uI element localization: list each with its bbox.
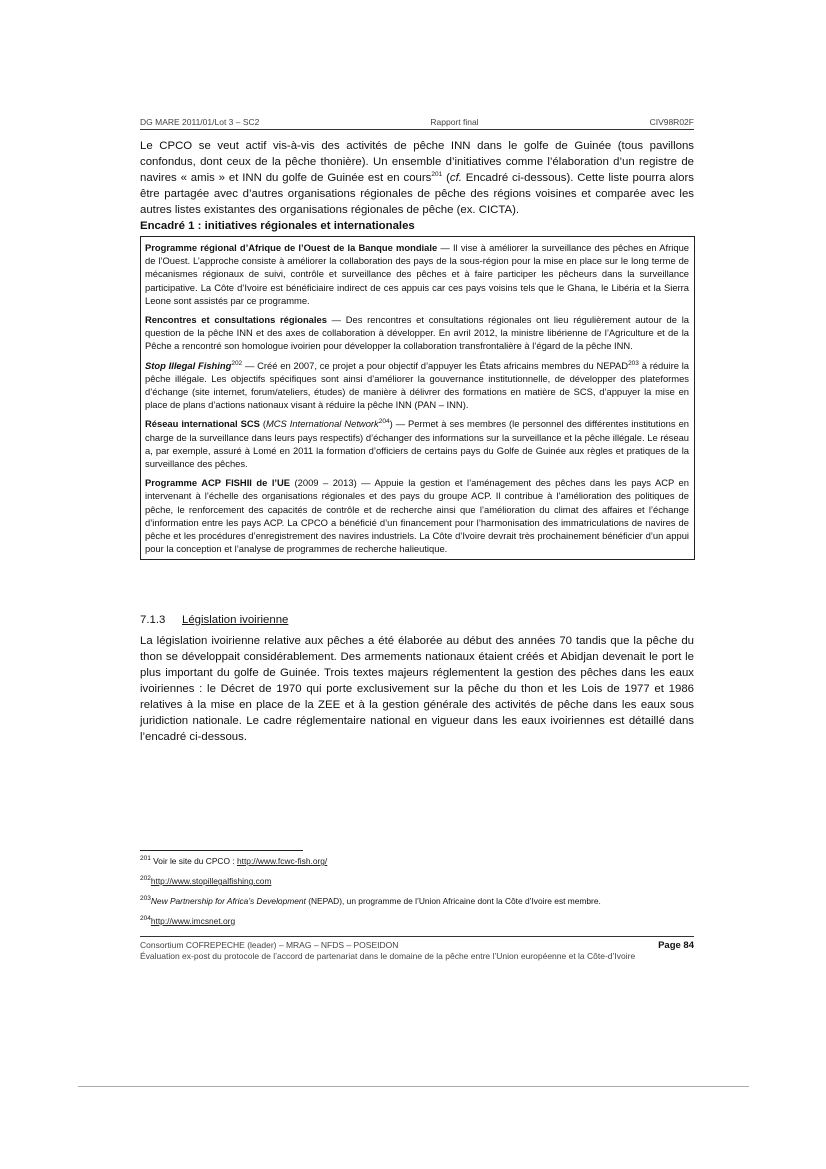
box-item-heading: Rencontres et consultations régionales — [145, 314, 327, 326]
footnote-number: 201 — [140, 855, 151, 863]
box-item-text: (2009 – 2013) — Appuie la gestion et l’aménagement des pêches dans les pays ACP en intervenant à l’échelle des organisations régionales et des pays du groupe ACP. Il contribue à l’amélioration des politiques de pêche, le renforcement des capacités de contrôle et de recherche ainsi que l’amélioration du climat des affaires et l’échange d’information entre les pays ACP. La CPCO a bénéficié d’un financement pour l’harmonisation des immatriculations de navires de pêche et les procédures d’enregistrement des navires industriels. La Côte d’Ivoire devrait très prochainement bénéficier d’un appui pour la conception et l’analyse de programmes de recherche halieutique. — [145, 477, 689, 555]
footnote-number: 204 — [140, 915, 151, 923]
footnote-italic: New Partnership for Africa’s Development — [150, 896, 306, 906]
box-item — [145, 476, 689, 555]
box-item — [145, 359, 689, 412]
footnote-link[interactable]: http://www.imcsnet.org — [150, 916, 236, 926]
section-heading — [140, 614, 288, 626]
section-number: 7.1.3 — [140, 614, 166, 626]
section-body: La législation ivoirienne relative aux pêches a été élaborée au début des années 70 tandis que la pêche du thon se développait considérablement. Des armements nationaux étaient créés et Abidjan devenait le port le plus important du golfe de Guinée. Trois textes majeurs réglementent la gestion des pêches dans les eaux ivoiriennes : le Décret de 1970 qui porte exclusivement sur la pêche du thon et les Lois de 1977 et 1986 relatives à la mise en place de la ZEE et à la gestion générale des activités de pêche dans les eaux sous juridiction nationale. Le cadre réglementaire national en vigueur dans les eaux ivoiriennes est détaillé dans l’encadré ci-dessous. — [140, 635, 694, 743]
intro-text-b: ( — [442, 172, 450, 184]
footnote-text: (NEPAD), un programme de l’Union Africaine dont la Côte d’Ivoire est membre. — [305, 896, 601, 906]
box-item-heading: Programme régional d’Afrique de l’Ouest de la Banque mondiale — [145, 242, 438, 253]
box-item-text: — Des rencontres et consultations régionales ont lieu régulièrement autour de la question de la pêche INN et des axes de collaboration à développer. En avril 2012, la ministre libérienne de l’Agriculture et de la Pêche a rencontré son homologue ivoirien pour développer la collaboration transfrontalière à l’égard de la pêche INN. — [145, 314, 689, 352]
initiatives-box — [140, 236, 695, 560]
footnote-ref-201[interactable]: 201 — [431, 171, 443, 179]
footnote-ref-202[interactable]: 202 — [231, 359, 243, 367]
footnote-number: 202 — [140, 875, 151, 883]
intro-paragraph — [140, 138, 694, 218]
page-footer — [140, 936, 694, 961]
box-item-text: à réduire la pêche illégale. Les objectifs spécifiques sont ainsi d’améliorer la gouvernance institutionnelle, de développer des plateformes d’échange (site internet, forum/ateliers, études) de manière à délivrer des formations en matière de SCS, d’appuyer la mise en place de plans d’actions nationaux visant à réduire la pêche INN (PAN – INN). — [145, 359, 689, 411]
box-item-text: — Créé en 2007, ce projet a pour objectif d’appuyer les États africains membres du NEPAD — [242, 359, 629, 371]
box-item — [145, 417, 689, 470]
header-left: DG MARE 2011/01/Lot 3 – SC2 — [140, 117, 260, 127]
intro-text: Le CPCO se veut actif vis-à-vis des activités de pêche INN dans le golfe de Guinée (tous pavillons confondus, dont ceux de la pêche thonière). Un ensemble d’initiatives comme l’élaboration d’un registre de navires « amis » et INN du golfe de Guinée est en cours — [140, 140, 694, 184]
section-title: Législation ivoirienne — [182, 614, 289, 626]
box-item — [145, 313, 689, 353]
page-number: Page 84 — [658, 940, 694, 951]
box-item — [145, 241, 689, 307]
footnote-201 — [140, 856, 327, 867]
box-item-text: ( — [259, 418, 266, 430]
box-item-italic: MCS International Network — [265, 418, 379, 430]
footer-consortium: Consortium COFREPECHE (leader) – MRAG – NFDS – POSEIDON — [140, 940, 399, 950]
header-right: CIV98R02F — [649, 117, 694, 127]
footnote-number: 203 — [140, 895, 151, 903]
header-center: Rapport final — [430, 117, 479, 127]
box-item-text: ) — Permet à ses membres (le personnel des différentes institutions en charge de la surveillance dans leurs pays respectifs) d’échanger des informations sur la surveillance et la pêche illégale. Le réseau a, par exemple, assuré à Lomé en 2011 la formation d’officiers de certains pays du Golfe de Guinée aux règles et pratiques de la surveillance des pêches. — [145, 418, 689, 470]
box-item-heading: Réseau international SCS — [145, 418, 260, 430]
intro-text-c: Encadré ci-dessous). Cette liste pourra alors être partagée avec d’autres organisations régionales de pêche des régions voisines et comparée avec les autres listes existantes des organisations régionales de pêche (ex. CICTA). — [140, 172, 694, 216]
page-header — [140, 117, 694, 130]
footnote-divider — [140, 850, 303, 851]
footnote-text: Voir le site du CPCO : — [150, 856, 237, 866]
footnote-ref-204[interactable]: 204 — [378, 418, 390, 426]
footnote-204 — [140, 916, 235, 927]
viewer-bottom-divider — [78, 1086, 749, 1087]
footnote-link[interactable]: http://www.stopillegalfishing.com — [150, 876, 272, 886]
footer-subtitle: Évaluation ex-post du protocole de l’accord de partenariat dans le domaine de la pêche entre l’Union européenne et la Côte-d’Ivoire — [140, 951, 636, 961]
footnote-link[interactable]: http://www.fcwc-fish.org/ — [236, 856, 328, 866]
footnote-203 — [140, 896, 601, 907]
footnote-202 — [140, 876, 271, 887]
footnote-ref-203[interactable]: 203 — [628, 359, 639, 367]
box-item-heading: Programme ACP FISHII de l’UE — [145, 477, 291, 489]
intro-cf: cf. — [449, 172, 462, 184]
box-item-heading: Stop Illegal Fishing — [145, 359, 232, 371]
box-title: Encadré 1 : initiatives régionales et internationales — [140, 220, 415, 232]
box-item-text: — Il vise à améliorer la surveillance des pêches en Afrique de l’Ouest. L’approche consiste à améliorer la collaboration des pays de la sous-région pour la mise en place sur le long terme de mécanismes régionaux de suivi, contrôle et surveillance des pêches et à faire participer les pêcheurs dans la surveillance participative. La Côte d’Ivoire est bénéficiaire indirect de ces appuis car ces pays voisins tels que le Ghana, le Libéria et la Sierra Leone sont assistés par ce programme. — [145, 242, 690, 306]
